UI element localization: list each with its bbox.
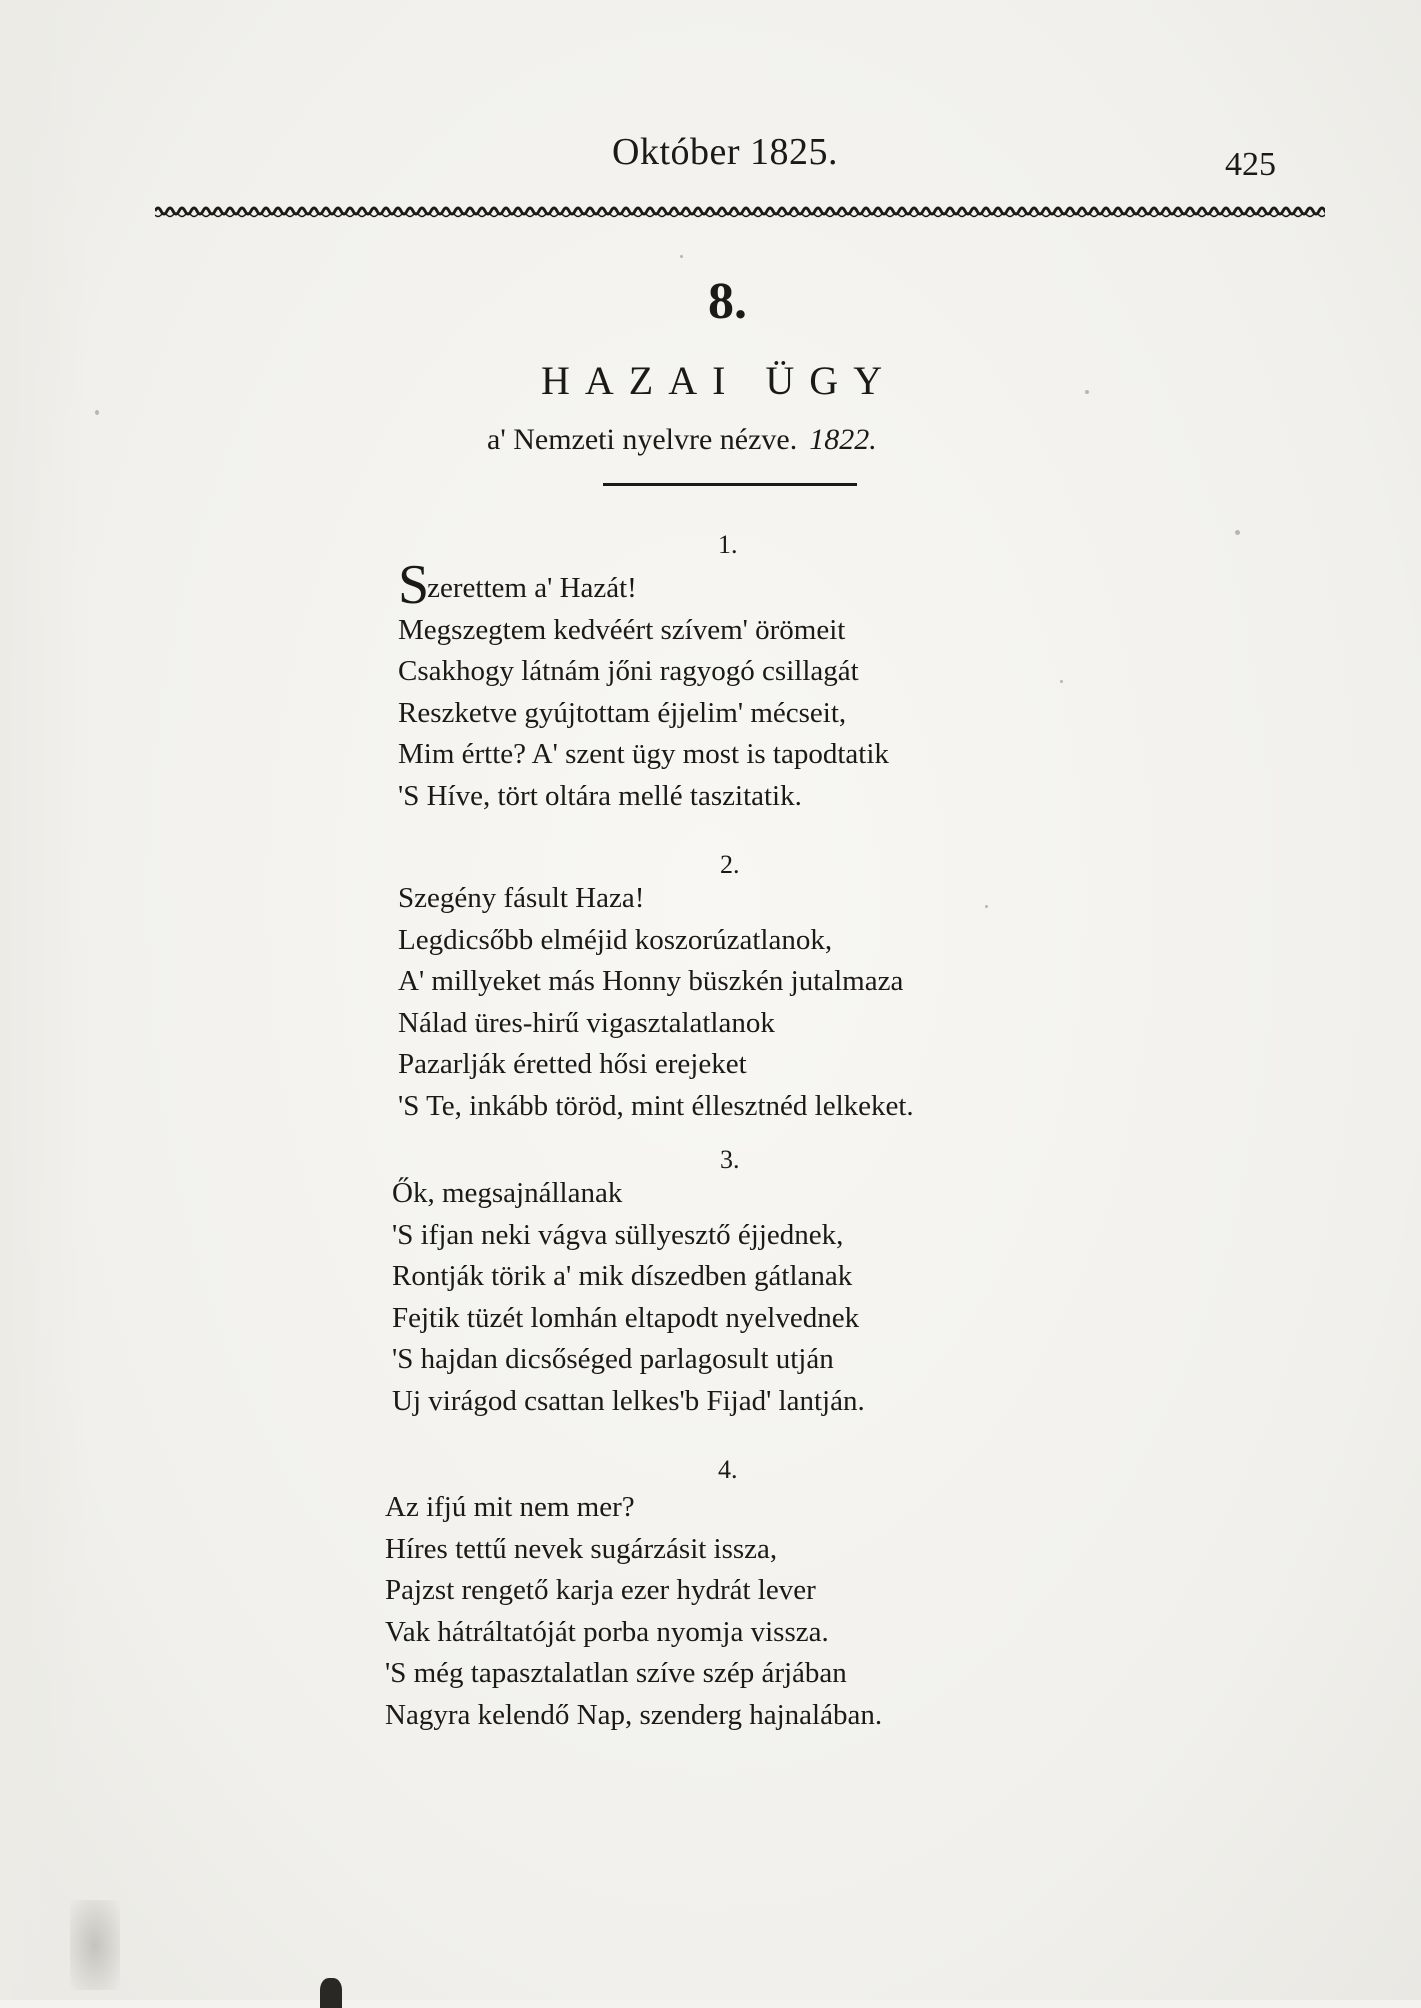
chapter-number: 8. bbox=[708, 273, 747, 330]
verse-line: 'S ifjan neki vágva süllyesztő éjjednek, bbox=[392, 1218, 844, 1251]
paper-speck bbox=[1085, 390, 1089, 394]
verse-line: Uj virágod csattan lelkes'b Fijad' lantján. bbox=[392, 1384, 865, 1417]
verse-line: Pazarlják éretted hősi erejeket bbox=[398, 1048, 747, 1080]
drop-cap: S bbox=[398, 554, 430, 616]
stanza-3 bbox=[392, 1173, 865, 1422]
verse-line: Vak hátráltatóját porba nyomja vissza. bbox=[385, 1615, 829, 1648]
verse-line: Szegény fásult Haza! bbox=[398, 882, 645, 914]
verse-line bbox=[398, 554, 889, 616]
stanza-number: 1. bbox=[718, 530, 738, 559]
verse-line: Csakhogy látnám jőni ragyogó csillagát bbox=[398, 655, 859, 687]
stanza-4 bbox=[385, 1487, 882, 1736]
chapter-subtitle bbox=[487, 423, 877, 457]
paper-speck bbox=[1060, 680, 1063, 683]
paper-smudge bbox=[70, 1900, 120, 1990]
ink-mark bbox=[320, 1978, 342, 2008]
verse-line: Rontják törik a' mik díszedben gátlanak bbox=[392, 1260, 853, 1292]
stanza-number: 3. bbox=[720, 1145, 740, 1174]
verse-line-text: zerettem a' Hazát! bbox=[427, 572, 637, 604]
stanza-1 bbox=[398, 554, 889, 817]
verse-line: 'S még tapasztalatlan szíve szép árjában bbox=[385, 1657, 847, 1689]
verse-line: Fejtik tüzét lomhán eltapodt nyelvednek bbox=[392, 1301, 860, 1334]
page-gutter-shadow bbox=[0, 0, 90, 2000]
running-title: Október 1825. bbox=[612, 131, 839, 173]
title-rule bbox=[603, 483, 857, 486]
stanza-number: 2. bbox=[720, 850, 740, 879]
paper-speck bbox=[680, 255, 683, 258]
verse-line: A' millyeket más Honny büszkén jutalmaza bbox=[398, 965, 904, 997]
verse-line: Mim értte? A' szent ügy most is tapodtatik bbox=[398, 738, 889, 770]
verse-line: Megszegtem kedvéért szívem' örömeit bbox=[398, 613, 846, 646]
verse-line: 'S Te, inkább töröd, mint éllesztnéd lelkeket. bbox=[398, 1089, 914, 1122]
verse-line: Pajzst rengető karja ezer hydrát lever bbox=[385, 1574, 816, 1606]
verse-line: Nálad üres-hirű vigasztalatlanok bbox=[398, 1006, 775, 1039]
chapter-title: HAZAI ÜGY bbox=[541, 358, 898, 403]
stanza-2 bbox=[398, 878, 914, 1127]
paper-speck bbox=[985, 905, 988, 908]
verse-line: 'S Híve, tört oltára mellé taszitatik. bbox=[398, 779, 802, 812]
subtitle-text: a' Nemzeti nyelvre nézve. bbox=[487, 423, 798, 456]
verse-line: Az ifjú mit nem mer? bbox=[385, 1491, 635, 1523]
verse-line: Híres tettű nevek sugárzásit issza, bbox=[385, 1532, 778, 1565]
verse-line: Legdicsőbb elméjid koszorúzatlanok, bbox=[398, 923, 833, 956]
paper-speck bbox=[1235, 530, 1240, 535]
subtitle-year: 1822. bbox=[809, 423, 877, 456]
verse-line: Reszketve gyújtottam éjjelim' mécseit, bbox=[398, 696, 847, 729]
page-number: 425 bbox=[1225, 146, 1276, 183]
verse-line: Ők, megsajnállanak bbox=[392, 1177, 623, 1209]
verse-line: 'S hajdan dicsőséged parlagosult utján bbox=[392, 1343, 834, 1375]
wavy-rule-ornament bbox=[155, 200, 1325, 222]
paper-speck bbox=[95, 410, 99, 415]
stanza-number: 4. bbox=[718, 1455, 738, 1484]
verse-line: Nagyra kelendő Nap, szenderg hajnalában. bbox=[385, 1698, 883, 1731]
